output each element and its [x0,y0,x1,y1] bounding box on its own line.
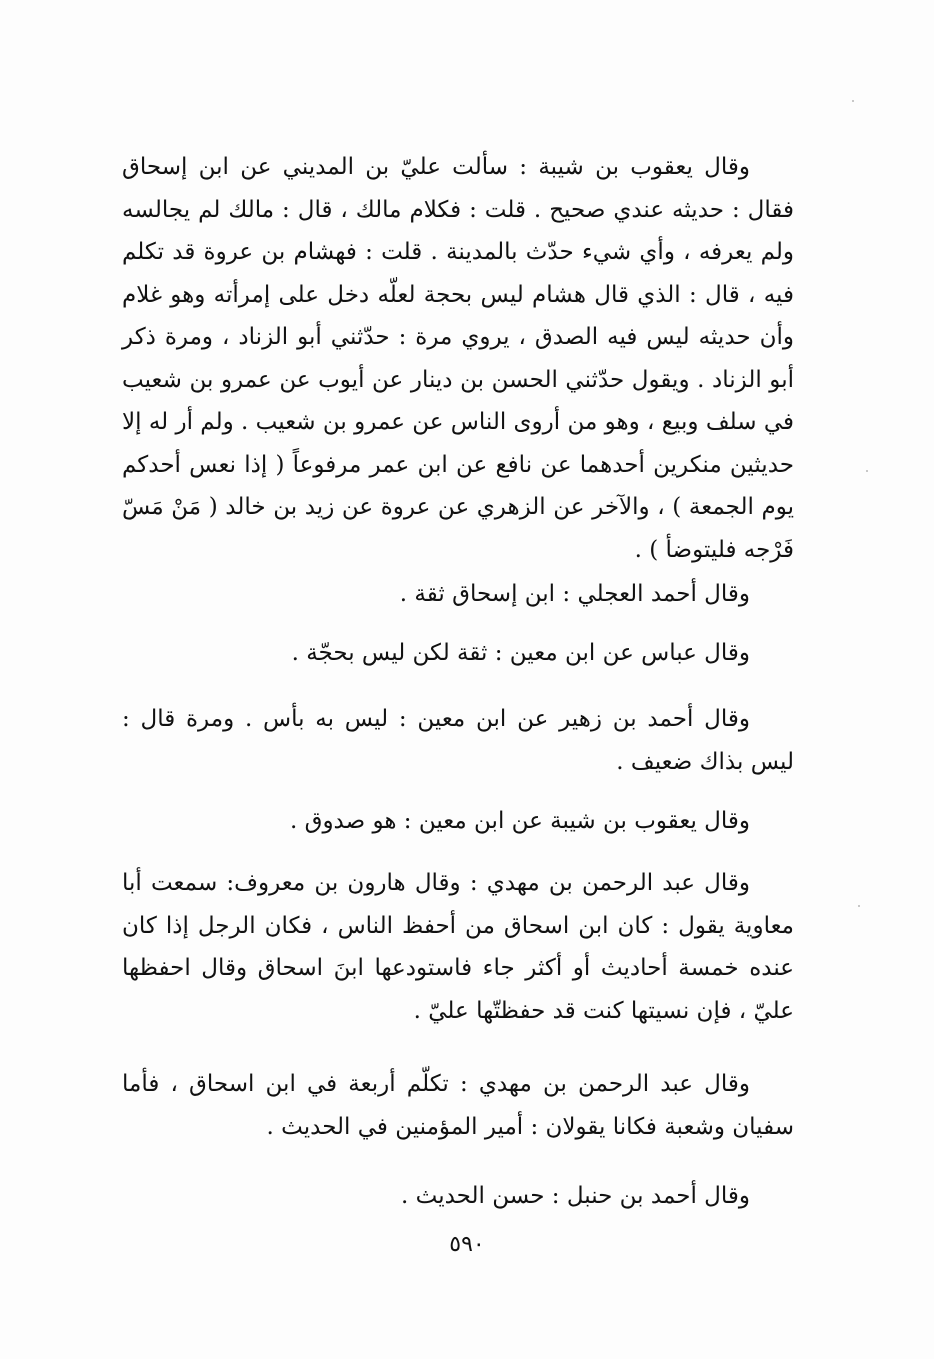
paragraph-text: وقال أحمد العجلي : ابن إسحاق ثقة . [399,581,750,607]
paragraph-abd-al-rahman-ibn-mahdi [122,1063,794,1148]
scan-speck [866,470,868,472]
paragraph-text: وقال أحمد بن حنبل : حسن الحديث . [400,1183,750,1209]
paragraph-yaqub-ibn-shayba [122,146,794,571]
paragraph-abbas-ibn-main [122,632,794,675]
scan-speck [858,905,860,907]
paragraph-text: وقال أحمد بن زهير عن ابن معين : ليس به بأس . ومرة قال : ليس بذاك ضعيف . [122,706,794,775]
paragraph-text: وقال عبد الرحمن بن مهدي : وقال هارون بن معروف: سمعت أبا معاوية يقول : كان ابن اسحاق من أحفظ الناس ، فكان الرجل إذا كان عنده خمسة أحاديث أو أكثر جاء فاستودعها ابنَ اسحاق وقال احفظها عليّ ، فإن نسيتها كنت قد حفظتّها عليّ . [122,870,794,1024]
paragraph-text: وقال يعقوب بن شيبة عن ابن معين : هو صدوق . [289,808,750,834]
paragraph-ahmad-ibn-zuhayr [122,698,794,783]
paragraph-abd-al-rahman-harun [122,862,794,1032]
paragraph-ahmad-al-ijli [122,573,794,616]
paragraph-ahmad-ibn-hanbal [122,1175,794,1218]
paragraph-yaqub-ibn-main [122,800,794,843]
page-number: ٥٩٠ [449,1232,485,1257]
scan-speck [852,100,854,102]
paragraph-text: وقال يعقوب بن شيبة : سألت عليّ بن المديني عن ابن إسحاق فقال : حديثه عندي صحيح . قلت : فكلام مالك ، قال : مالك لم يجالسه ولم يعرفه ، وأي شيء حدّث بالمدينة . قلت : فهشام بن عروة قد تكلم فيه ، قال : الذي قال هشام ليس بحجة لعلّه دخل على إمرأته وهو غلام وأن حديثه ليس فيه الصدق ، يروي مرة : حدّثني أبو الزناد ، ومرة ذكر أبو الزناد . ويقول حدّثني الحسن بن دينار عن أيوب عن عمرو بن شعيب في سلف وبيع ، وهو من أروى الناس عن عمرو بن شعيب . ولم أر له إلا حديثين منكرين أحدهما عن نافع عن ابن عمر مرفوعاً ( إذا نعس أحدكم يوم الجمعة ) ، والآخر عن الزهري عن عروة عن زيد بن خالد ( مَنْ مَسّ فَرْجه فليتوضأ ) . [122,154,794,563]
paragraph-text: وقال عبد الرحمن بن مهدي : تكلّم أربعة في ابن اسحاق ، فأما سفيان وشعبة فكانا يقولان : أمير المؤمنين في الحديث . [122,1071,794,1140]
paragraph-text: وقال عباس عن ابن معين : ثقة لكن ليس بحجّة . [291,640,750,666]
